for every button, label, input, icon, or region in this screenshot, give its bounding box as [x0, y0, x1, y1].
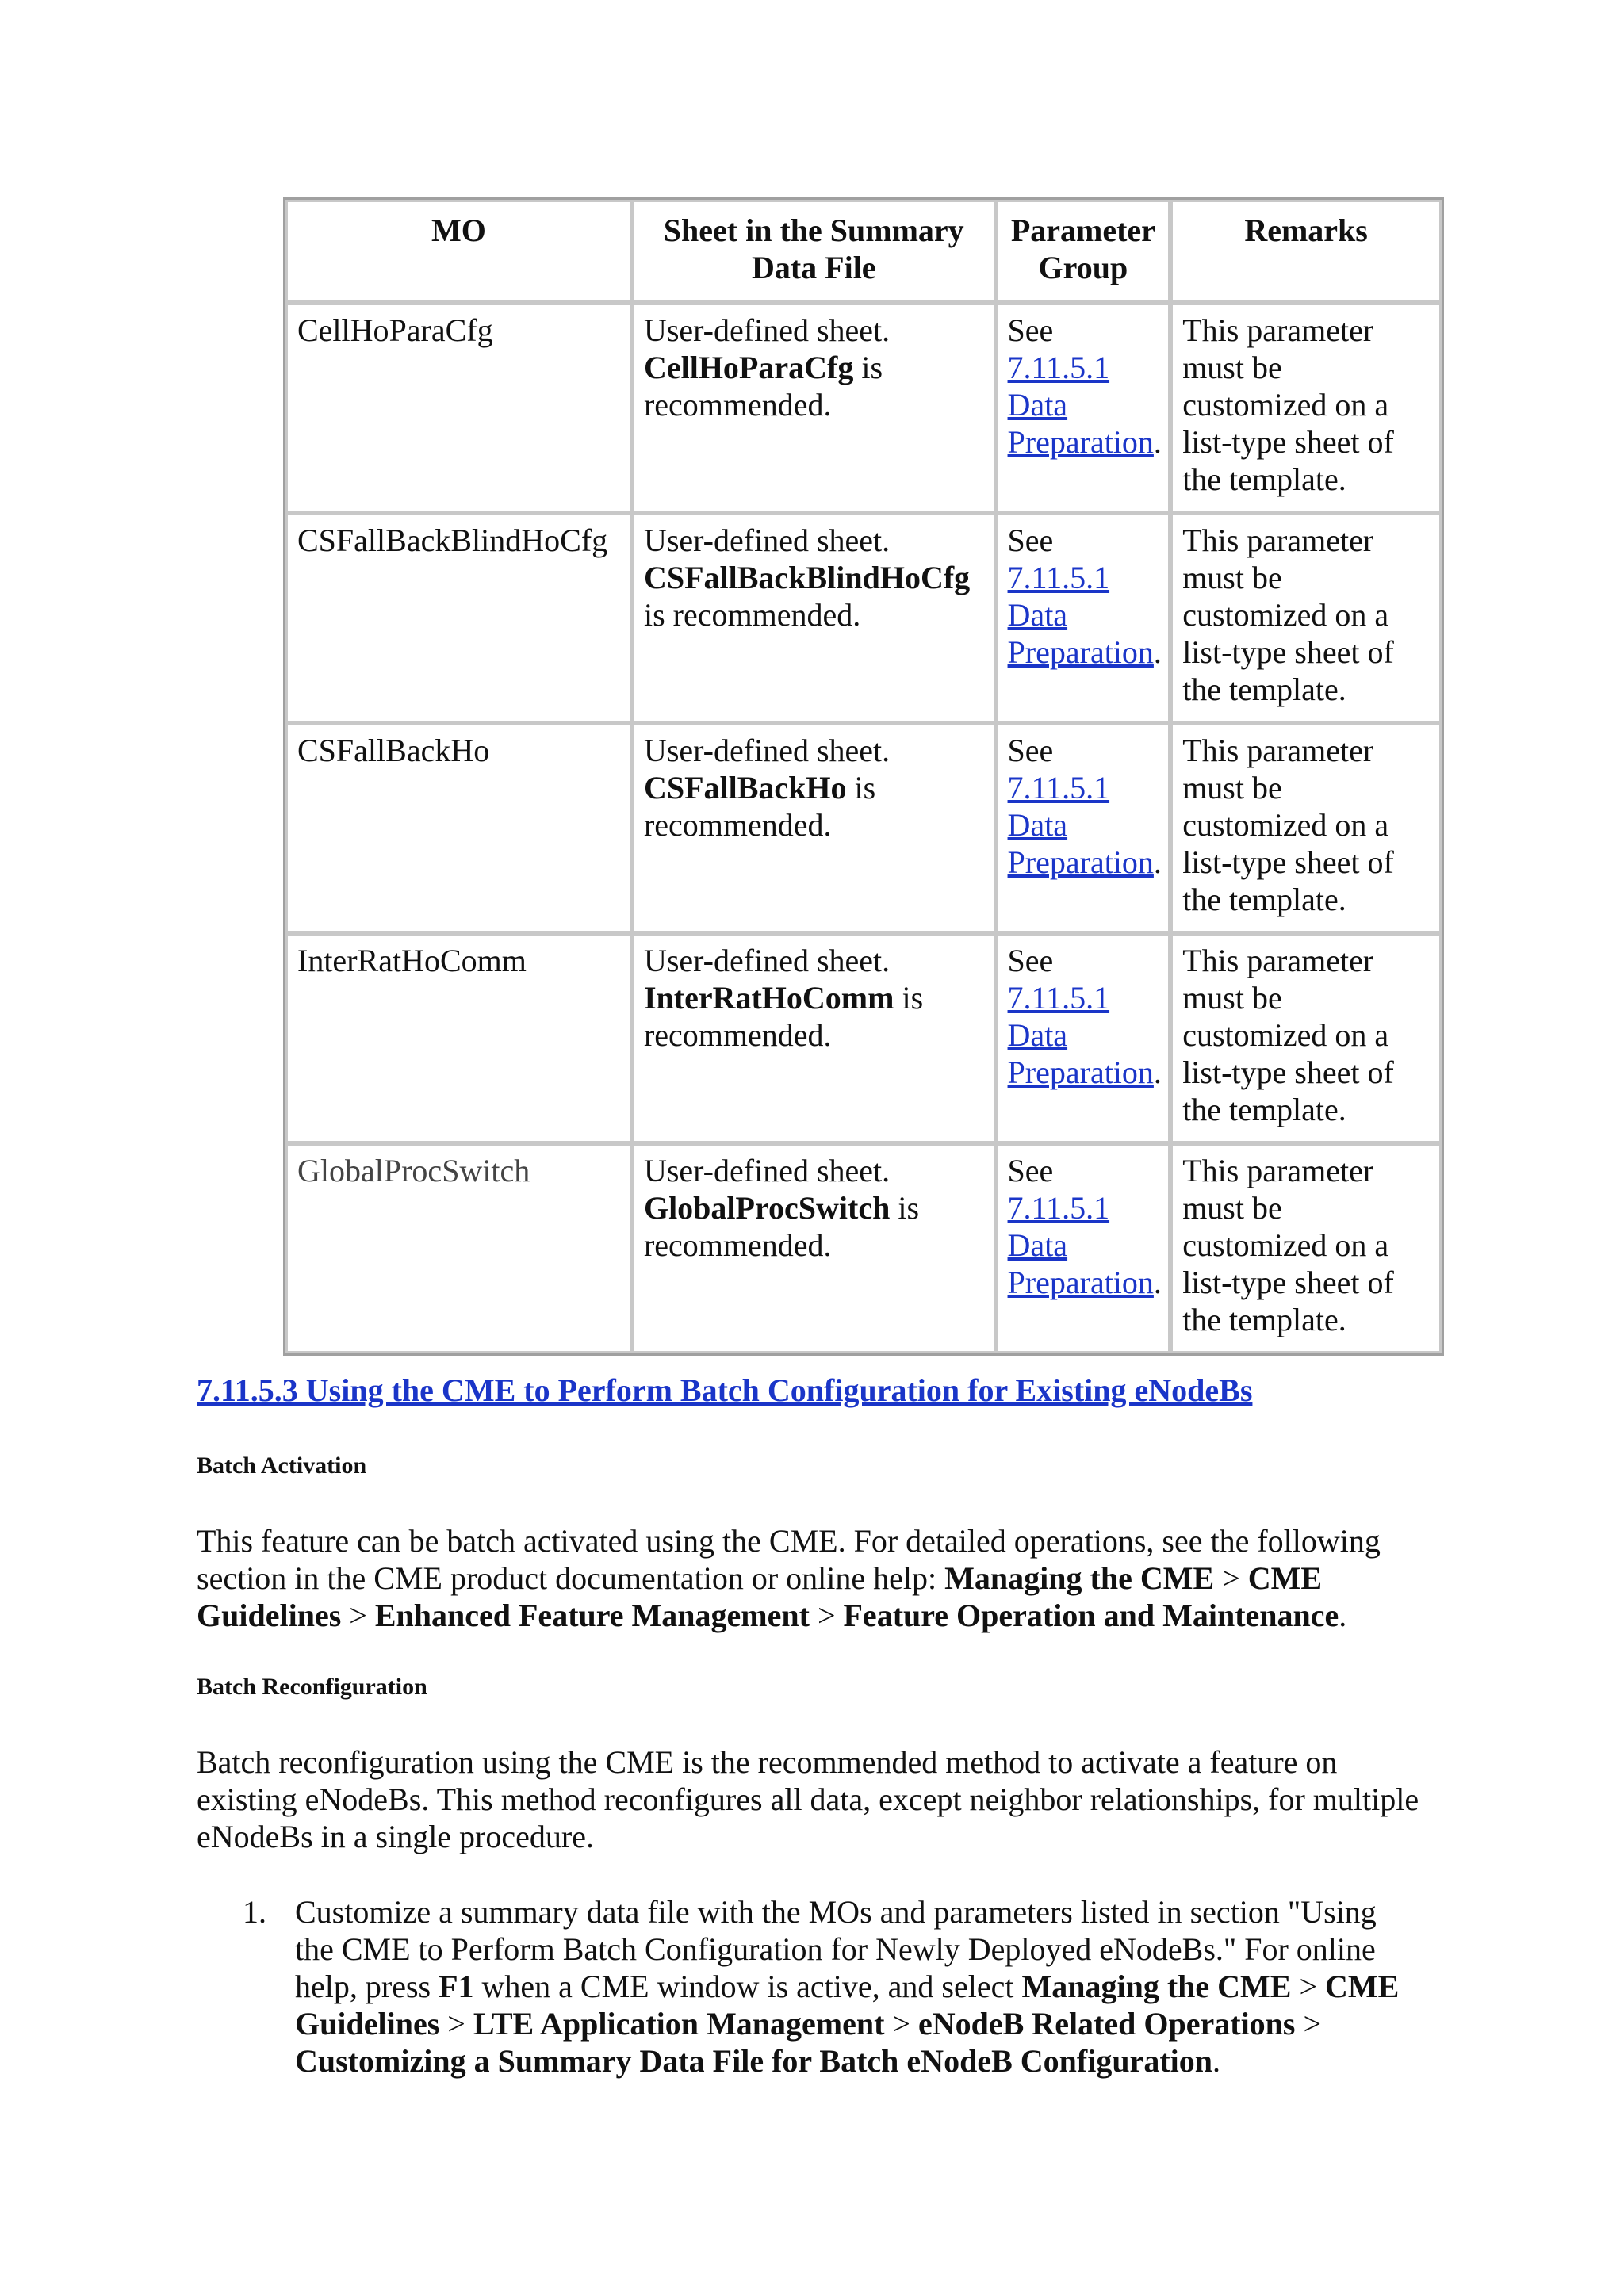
- sheet-suffix: is recommended.: [643, 350, 883, 423]
- batch-reconfiguration-paragraph: Batch reconfiguration using the CME is the recommended method to activate a feature on existing eNodeBs. This method reconfigures all data, except neighbor relationships, for multiple eNodeBs in a single procedure.: [197, 1744, 1419, 1854]
- data-preparation-link[interactable]: 7.11.5.1 Data Preparation: [1007, 1190, 1154, 1300]
- cell-sheet: [632, 303, 996, 513]
- group-see: See: [1007, 522, 1054, 558]
- group-end: .: [1153, 1265, 1162, 1300]
- path-separator: >: [1295, 2006, 1322, 2042]
- procedure-list: [243, 1893, 1416, 2080]
- path-separator: >: [341, 1598, 375, 1633]
- sheet-name: CSFallBackHo: [643, 770, 847, 806]
- sheet-prefix: User-defined sheet.: [643, 522, 891, 558]
- sheet-prefix: User-defined sheet.: [643, 943, 891, 978]
- cell-sheet: [632, 513, 996, 723]
- menu-path-item: Managing the CME: [1021, 1969, 1292, 2004]
- table-row: [285, 933, 1442, 1143]
- key-f1: F1: [439, 1969, 474, 2004]
- table-row: [285, 303, 1442, 513]
- step-number: 1.: [243, 1894, 266, 1930]
- cell-group: [996, 933, 1171, 1143]
- header-sheet: Sheet in the Summary Data File: [632, 200, 996, 303]
- cell-group: [996, 303, 1171, 513]
- sheet-name: CellHoParaCfg: [643, 350, 854, 385]
- step-text-part: Customize a summary data file with the MOs and parameters listed in section "Using the CME to Perform Batch Configuration for Newly Deployed eNodeBs." For online help, press: [295, 1894, 1377, 2004]
- data-preparation-link[interactable]: 7.11.5.1 Data Preparation: [1007, 350, 1154, 460]
- group-end: .: [1153, 424, 1162, 460]
- cell-remarks: This parameter must be customized on a list-type sheet of the template.: [1170, 1143, 1442, 1353]
- sheet-prefix: User-defined sheet.: [643, 312, 891, 348]
- group-end: .: [1153, 1054, 1162, 1090]
- menu-path-item: Managing the CME: [944, 1560, 1215, 1596]
- header-mo: MO: [285, 200, 632, 303]
- sheet-suffix: is recommended.: [643, 597, 861, 633]
- sentence-end: .: [1212, 2043, 1220, 2079]
- path-separator: >: [809, 1598, 844, 1633]
- data-preparation-link[interactable]: 7.11.5.1 Data Preparation: [1007, 560, 1154, 670]
- sheet-name: GlobalProcSwitch: [643, 1190, 891, 1226]
- batch-reconfiguration-heading: Batch Reconfiguration: [197, 1674, 427, 1700]
- table-header-row: [285, 200, 1442, 303]
- batch-activation-paragraph: [197, 1522, 1434, 1634]
- activation-text: This feature can be batch activated using the CME. For detailed operations, see the following section in the CME product documentation or online help:: [197, 1523, 1381, 1596]
- menu-path-item: CME Guidelines: [197, 1560, 1323, 1633]
- batch-activation-heading: Batch Activation: [197, 1452, 367, 1479]
- cell-mo: InterRatHoComm: [285, 933, 632, 1143]
- group-see: See: [1007, 943, 1054, 978]
- data-preparation-link[interactable]: 7.11.5.1 Data Preparation: [1007, 770, 1154, 880]
- step-text: [295, 1893, 1416, 2080]
- cell-mo: CSFallBackBlindHoCfg: [285, 513, 632, 723]
- menu-path-item: CME Guidelines: [295, 1969, 1400, 2042]
- cell-sheet: [632, 723, 996, 933]
- cell-mo: CSFallBackHo: [285, 723, 632, 933]
- sheet-prefix: User-defined sheet.: [643, 1153, 891, 1188]
- table-row: [285, 1143, 1442, 1353]
- sheet-name: CSFallBackBlindHoCfg: [643, 560, 971, 595]
- section-heading-link[interactable]: 7.11.5.3 Using the CME to Perform Batch Configuration for Existing eNodeBs: [197, 1372, 1253, 1408]
- group-end: .: [1153, 634, 1162, 670]
- menu-path-item: LTE Application Management: [473, 2006, 885, 2042]
- cell-sheet: [632, 1143, 996, 1353]
- sheet-suffix: is recommended.: [643, 980, 924, 1053]
- path-separator: >: [1291, 1969, 1326, 2004]
- mo-parameter-table: [283, 197, 1444, 1356]
- menu-path-item: Feature Operation and Maintenance: [843, 1598, 1339, 1633]
- sentence-end: .: [1339, 1598, 1347, 1633]
- table-row: [285, 723, 1442, 933]
- cell-remarks: This parameter must be customized on a list-type sheet of the template.: [1170, 723, 1442, 933]
- data-preparation-link[interactable]: 7.11.5.1 Data Preparation: [1007, 980, 1154, 1090]
- path-separator: >: [439, 2006, 473, 2042]
- table-row: [285, 513, 1442, 723]
- header-parameter-group: Parameter Group: [996, 200, 1171, 303]
- cell-group: [996, 723, 1171, 933]
- group-end: .: [1153, 844, 1162, 880]
- path-separator: >: [1214, 1560, 1248, 1596]
- sheet-prefix: User-defined sheet.: [643, 733, 891, 768]
- header-remarks: Remarks: [1170, 200, 1442, 303]
- cell-remarks: This parameter must be customized on a list-type sheet of the template.: [1170, 513, 1442, 723]
- group-see: See: [1007, 312, 1054, 348]
- sheet-suffix: is recommended.: [643, 770, 876, 843]
- cell-mo: GlobalProcSwitch: [285, 1143, 632, 1353]
- group-see: See: [1007, 1153, 1054, 1188]
- sheet-name: InterRatHoComm: [643, 980, 894, 1016]
- cell-sheet: [632, 933, 996, 1143]
- step-text-part: when a CME window is active, and select: [473, 1969, 1022, 2004]
- sheet-suffix: is recommended.: [643, 1190, 920, 1263]
- menu-path-item: Enhanced Feature Management: [374, 1598, 810, 1633]
- cell-remarks: This parameter must be customized on a list-type sheet of the template.: [1170, 303, 1442, 513]
- cell-mo: CellHoParaCfg: [285, 303, 632, 513]
- path-separator: >: [884, 2006, 918, 2042]
- menu-path-item: Customizing a Summary Data File for Batch eNodeB Configuration: [295, 2043, 1212, 2079]
- cell-group: [996, 513, 1171, 723]
- cell-group: [996, 1143, 1171, 1353]
- list-item: [243, 1893, 1416, 2080]
- menu-path-item: eNodeB Related Operations: [917, 2006, 1296, 2042]
- cell-remarks: This parameter must be customized on a list-type sheet of the template.: [1170, 933, 1442, 1143]
- group-see: See: [1007, 733, 1054, 768]
